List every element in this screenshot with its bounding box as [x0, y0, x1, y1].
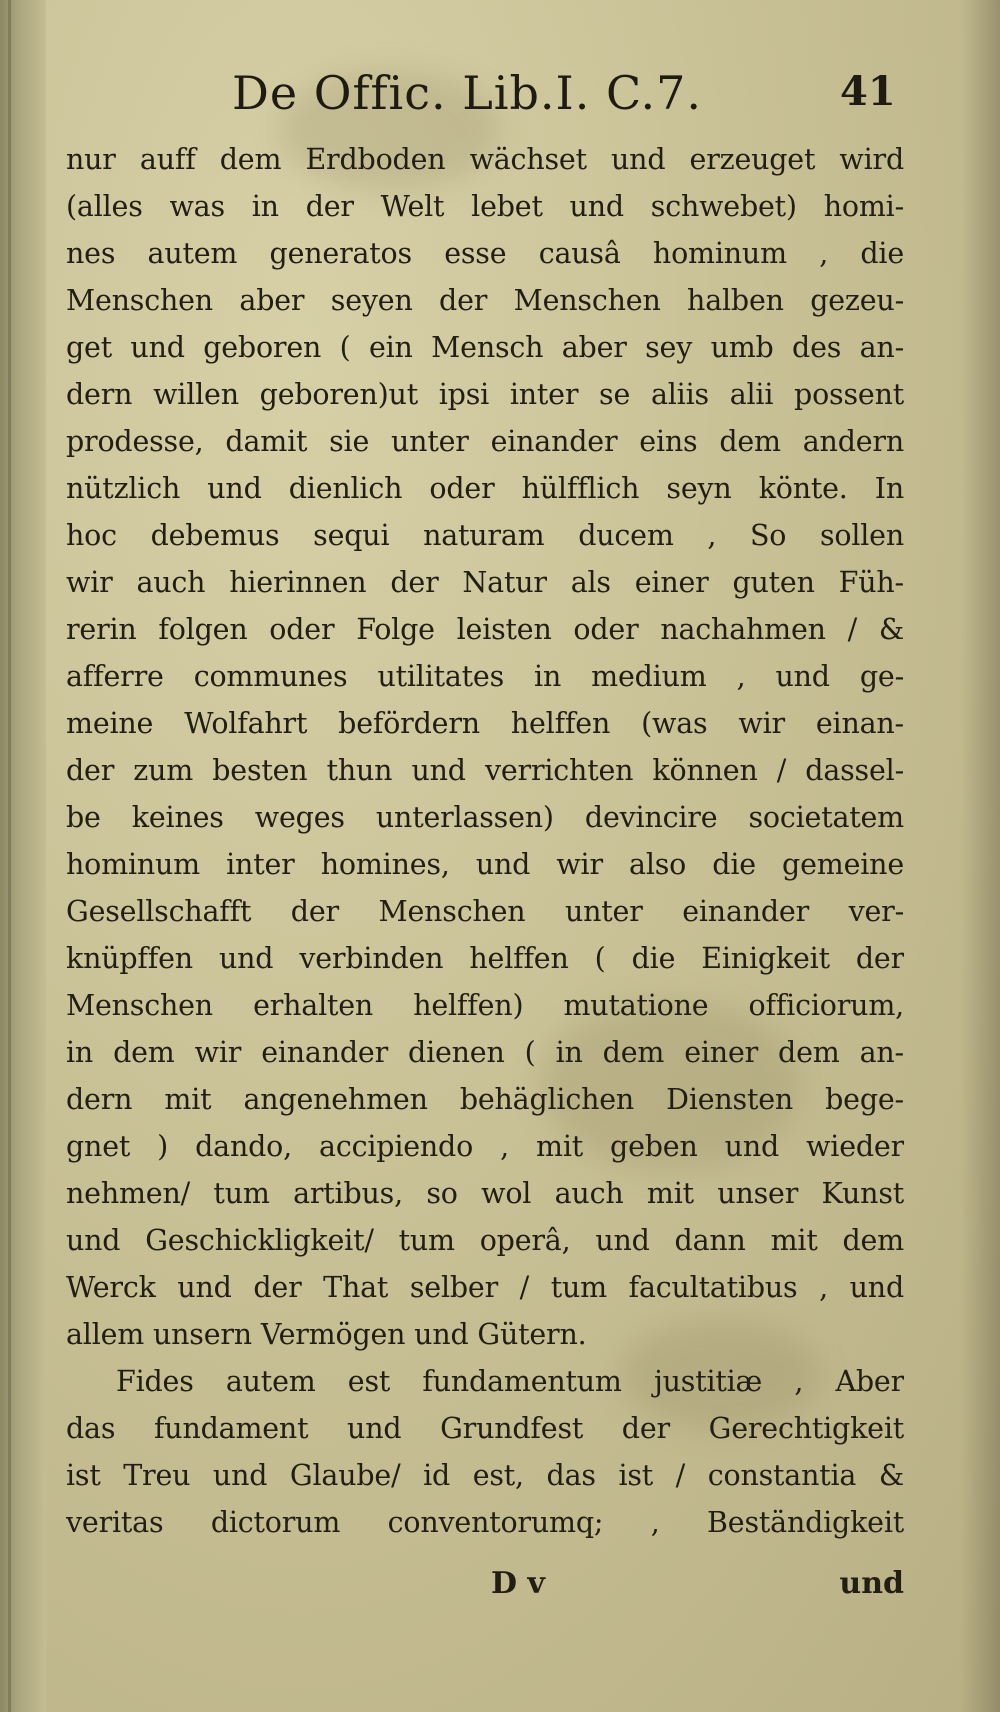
text-line: Menschen erhalten helffen) mutatione officiorum,: [66, 989, 904, 1022]
signature-mark: D v: [491, 1566, 545, 1601]
text-line: Menschen aber seyen der Menschen halben gezeu-: [66, 284, 904, 317]
text-line: Fides autem est fundamentum justitiæ , Aber: [116, 1365, 904, 1398]
text-line: prodesse, damit sie unter einander eins dem andern: [66, 425, 904, 458]
text-line: Gesellschafft der Menschen unter einander ver-: [66, 895, 904, 928]
text-line: afferre communes utilitates in medium , und ge-: [66, 660, 904, 693]
text-line: rerin folgen oder Folge leisten oder nachahmen / &: [66, 613, 904, 646]
text-line: get und geboren ( ein Mensch aber sey umb des an-: [66, 331, 904, 364]
text-line: nützlich und dienlich oder hülfflich seyn könte. In: [66, 472, 904, 505]
text-line: veritas dictorum conventorumq; , Beständigkeit: [66, 1506, 904, 1539]
text-line: gnet ) dando, accipiendo , mit geben und wieder: [66, 1130, 904, 1163]
running-head: De Offic. Lib.I. C.7.: [232, 66, 703, 120]
text-line: und Geschickligkeit/ tum operâ, und dann mit dem: [66, 1224, 904, 1257]
page-number: 41: [840, 68, 896, 115]
text-line: hominum inter homines, und wir also die gemeine: [66, 848, 904, 881]
text-line: meine Wolfahrt befördern helffen (was wir einan-: [66, 707, 904, 740]
text-line: ist Treu und Glaube/ id est, das ist / constantia &: [66, 1459, 904, 1492]
text-line: in dem wir einander dienen ( in dem einer dem an-: [66, 1036, 904, 1069]
text-line: hoc debemus sequi naturam ducem , So sollen: [66, 519, 904, 552]
page-edge-shadow: [960, 0, 1000, 1712]
text-line: be keines weges unterlassen) devincire societatem: [66, 801, 904, 834]
text-line: nehmen/ tum artibus, so wol auch mit unser Kunst: [66, 1177, 904, 1210]
gutter-edge: [8, 0, 11, 1712]
text-line: knüpffen und verbinden helffen ( die Einigkeit der: [66, 942, 904, 975]
text-line: das fundament und Grundfest der Gerechtigkeit: [66, 1412, 904, 1445]
text-line: dern willen geboren)ut ipsi inter se aliis alii possent: [66, 378, 904, 411]
text-line: nur auff dem Erdboden wächset und erzeuget wird: [66, 143, 904, 176]
text-line: (alles was in der Welt lebet und schwebet) homi-: [66, 190, 904, 223]
text-line: der zum besten thun und verrichten können / dassel-: [66, 754, 904, 787]
text-line: allem unsern Vermögen und Gütern.: [66, 1318, 587, 1351]
text-line: Werck und der That selber / tum facultatibus , und: [66, 1271, 904, 1304]
text-line: dern mit angenehmen behäglichen Diensten bege-: [66, 1083, 904, 1116]
page-header: [200, 62, 900, 132]
text-line: wir auch hierinnen der Natur als einer guten Füh-: [66, 566, 904, 599]
text-line: nes autem generatos esse causâ hominum , die: [66, 237, 904, 270]
page-footer: [66, 1566, 904, 1616]
book-gutter: [0, 0, 46, 1712]
body-text: [66, 136, 904, 1546]
catchword: und: [839, 1566, 904, 1601]
